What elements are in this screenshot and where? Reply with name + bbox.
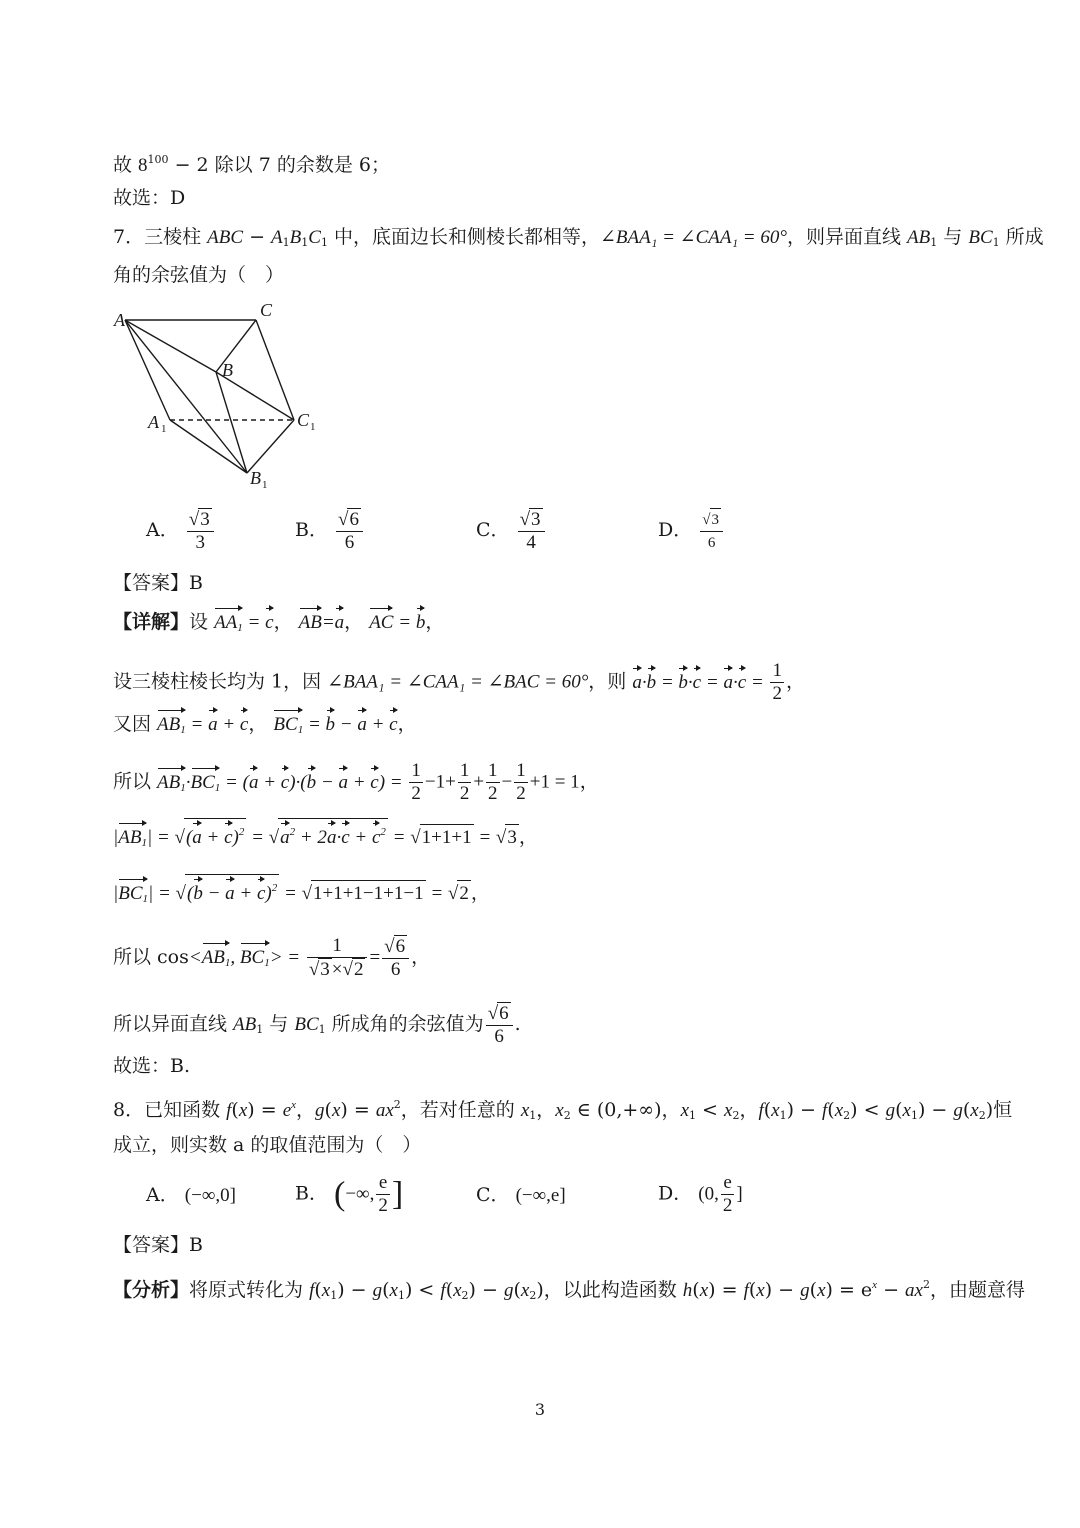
detail-line-4: 所以 $AB_1\cdot BC_1 = (a + c)\cdot(b - a + c)$ = $\frac{1}{2}$ −1+ $\frac{1}{2}$ + $\frac{1}{2}$ − $\frac{1}{2}$ +1 = 1，	[113, 760, 599, 804]
option-letter: C．	[476, 1184, 510, 1206]
page-number: 3	[534, 1400, 546, 1419]
text: 与	[937, 226, 969, 248]
option-text: (0,	[698, 1183, 719, 1205]
label-A1-sub: 1	[161, 423, 167, 435]
analysis-line: 【分析】将原式转化为 $f(x_1) - g(x_1) < f(x_2) - g(x_2)$，以此构造函数 $h(x) = f(x) - g(x) = e^x - ax^2$，由题意得	[113, 1278, 1025, 1302]
text: 与	[263, 1013, 295, 1035]
edge-A1B1	[170, 420, 247, 473]
edge-AA1	[125, 320, 170, 420]
question-7-line1: 7．三棱柱 ABC − $A_1B_1C_1$ 中，底面边长和侧棱长都相等，∠BAA₁ = ∠CAA₁ = 60°，则异面直线 $AB_1$ 与 $BC_1$ 所成	[113, 226, 1044, 249]
denominator: 6	[707, 535, 716, 551]
text: 设三棱柱棱长均为 1，因	[113, 670, 328, 693]
detail-line-8: 所以异面直线 $AB_1$ 与 $BC_1$ 所成角的余弦值为 $\frac{√6}{6}$ .	[113, 1003, 521, 1047]
detail-line-7: 所以 $\cos<AB_1$, $BC_1>$ = $\frac{1}{√3 \times√2}$ = $\frac{√6}{6}$ ，	[113, 935, 431, 980]
text: ，则	[588, 670, 633, 693]
detail-line-2: 设三棱柱棱长均为 1，因 ∠BAA₁ = ∠CAA₁ = ∠BAC = 60°，则 a·b = b·c = a·c = $\frac{1}{2}$ ，	[113, 660, 805, 704]
option-letter: B．	[295, 1182, 328, 1205]
edge-AB	[125, 320, 216, 372]
detail-label: 【详解】	[113, 611, 190, 633]
label-C1-sub: 1	[310, 421, 316, 433]
analysis-label: 【分析】	[113, 1279, 190, 1301]
remainder-conclusion: 故 $8^{100} - 2$ 除以 7 的余数是 6；	[113, 153, 390, 176]
q7-option-d: D． $\frac{√3}{6}$	[658, 508, 725, 554]
text: 所成角的余弦值为	[325, 1013, 484, 1035]
detail-line-6: $|BC_1| = √(b - a + c)^2 = √1+1+1-1+1-1 = √2$ ，	[113, 874, 490, 912]
q8-option-a	[146, 1182, 236, 1209]
label-A1: A	[148, 412, 159, 432]
question-8-line1: 8．已知函数 $f(x) = e^x$，$g(x) = ax^2$，若对任意的 $x_1$，$x_2$ ∈ (0,+∞)，$x_1 < x_2$，$f(x_1) - f(x_2) < g(x_1) - g(x_2)$恒	[113, 1098, 1013, 1122]
edge-BB1	[216, 372, 247, 473]
option-text: (−∞,e]	[515, 1185, 566, 1206]
text: ，若对任意的	[400, 1099, 521, 1121]
text: ，	[296, 1099, 316, 1121]
label-C1: C	[297, 410, 310, 430]
q8-option-d: D． (0, $\frac{e}{2}$ ]	[658, 1172, 743, 1216]
text: ，由题意得	[929, 1279, 1025, 1301]
text: 又因	[113, 713, 158, 735]
text: 所以异面直线	[113, 1013, 234, 1035]
text: ，	[536, 1099, 556, 1121]
option-letter: D．	[658, 1182, 693, 1205]
option-letter: C．	[476, 519, 510, 541]
denominator: 4	[526, 532, 536, 553]
text: 8．已知函数	[113, 1099, 227, 1121]
prism-diagram	[110, 296, 340, 496]
segment-AB1	[125, 320, 247, 473]
denominator: 6	[344, 532, 355, 553]
label-B1-sub: 1	[262, 479, 268, 491]
label-A: A	[114, 310, 125, 330]
numerator: 3	[531, 509, 541, 530]
text: 所以	[113, 770, 158, 793]
angle-condition: ∠BAA₁ = ∠CAA₁ = ∠BAC = 60°	[327, 671, 589, 693]
label-B: B	[222, 360, 233, 380]
q7-option-a: A． $\frac{√3}{3}$	[146, 508, 216, 554]
edge-CC1	[256, 320, 294, 420]
exponent: 100	[147, 153, 169, 166]
text: ，以此构造函数	[543, 1279, 683, 1301]
option-text: (−∞,0]	[184, 1185, 236, 1206]
answer-line: 【答案】B	[113, 572, 203, 594]
text: ，	[661, 1099, 681, 1121]
q8-option-c	[476, 1182, 566, 1209]
label-C: C	[260, 300, 273, 320]
detail-line-1: 【详解】设 $AA_1 = c$， AB=a， AC = b，	[113, 609, 444, 641]
numerator: 3	[200, 509, 210, 530]
text: 故	[113, 154, 139, 176]
text: 恒	[993, 1099, 1013, 1121]
answer-choice-b: 故选：B.	[113, 1055, 191, 1077]
text: 设	[189, 611, 209, 633]
text: − 2 除以 7 的余数是 6；	[168, 154, 390, 176]
q7-option-c: C． $\frac{√3}{4}$	[476, 508, 547, 554]
option-letter: A．	[146, 1184, 179, 1206]
denominator: 3	[195, 532, 205, 553]
text: 7．三棱柱	[113, 226, 208, 248]
detail-line-3: 又因 $AB_1 = a + c$， $BC_1 = b - a + c$，	[113, 711, 417, 743]
text: 所成	[999, 226, 1044, 248]
answer-choice-d: 故选：D	[113, 187, 186, 209]
q8-option-b: B． (−∞, $\frac{e}{2}$ ]	[295, 1172, 404, 1216]
text: 中，底面边长和侧棱长都相等，	[327, 226, 600, 248]
option-letter: B．	[295, 519, 328, 541]
q7-option-b: B． $\frac{√6}{6}$	[295, 508, 365, 554]
option-letter: A．	[146, 519, 179, 541]
edge-B1C1	[247, 420, 294, 473]
answer-8-line: 【答案】B	[113, 1234, 203, 1256]
angle-condition: ∠BAA₁ = ∠CAA₁ = 60°	[599, 227, 787, 248]
option-letter: D．	[658, 519, 693, 541]
text: ，则异面直线	[786, 226, 908, 248]
numerator: 6	[349, 509, 359, 530]
text: 所以 cos	[113, 946, 189, 968]
option-text: −∞,	[345, 1183, 375, 1205]
label-B1: B	[250, 468, 261, 488]
text: 将原式转化为	[189, 1279, 310, 1301]
question-7-line2: 角的余弦值为（ ）	[113, 264, 285, 286]
question-8-line2: 成立，则实数 a 的取值范围为（ ）	[113, 1134, 422, 1156]
detail-line-5: $|AB_1| = √(a + c)^2 = √a^2 + 2a\cdot c + c^2 = √1+1+1 = √3$ ，	[113, 818, 538, 856]
numerator: 3	[710, 508, 722, 531]
